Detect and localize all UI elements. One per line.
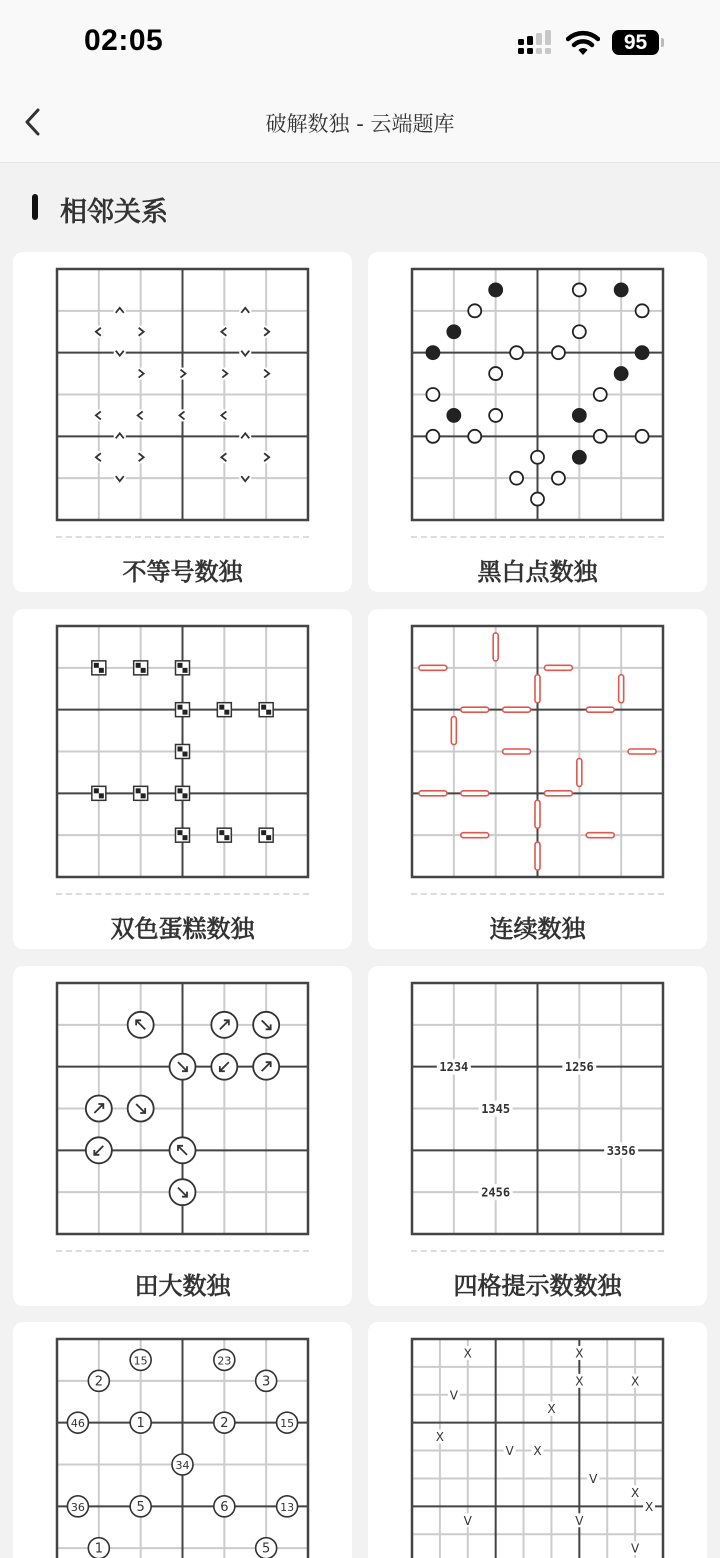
white-dot-icon bbox=[636, 430, 649, 443]
battery-icon bbox=[612, 30, 664, 55]
section-title: 相邻关系 bbox=[60, 197, 168, 228]
checker-cake-icon bbox=[259, 828, 273, 842]
arrow-se-icon bbox=[253, 1012, 279, 1038]
checker-cake-icon bbox=[134, 661, 148, 675]
arrow-sw-icon bbox=[211, 1054, 237, 1080]
puzzle-preview-xv bbox=[409, 1336, 666, 1558]
puzzle-title: 双色蛋糕数独 bbox=[110, 915, 255, 943]
puzzle-preview-sum-circle bbox=[54, 1336, 311, 1558]
puzzle-card-sum-circle[interactable] bbox=[13, 1322, 352, 1558]
puzzle-title: 连续数独 bbox=[489, 915, 586, 943]
circle-clue: 5 bbox=[262, 1541, 271, 1557]
puzzle-preview-kropki bbox=[409, 266, 666, 523]
v-clue: V bbox=[589, 1471, 598, 1486]
white-dot-icon bbox=[468, 430, 481, 443]
arrow-nw-icon bbox=[170, 1137, 196, 1163]
puzzle-card-checker-cake[interactable] bbox=[13, 609, 352, 949]
v-clue: V bbox=[505, 1444, 514, 1459]
battery-level: 95 bbox=[612, 30, 659, 55]
black-dot-icon bbox=[447, 409, 460, 422]
consecutive-bar-icon bbox=[535, 800, 540, 828]
quadruple-clue: 3356 bbox=[606, 1143, 636, 1158]
checker-cake-icon bbox=[176, 703, 190, 717]
checker-cake-icon bbox=[134, 786, 148, 800]
circle-clue: 1 bbox=[136, 1416, 145, 1432]
white-dot-icon bbox=[531, 451, 544, 464]
puzzle-card-inequality[interactable] bbox=[13, 252, 352, 592]
nav-bar bbox=[0, 84, 720, 163]
checker-cake-icon bbox=[217, 703, 231, 717]
puzzle-title: 田大数独 bbox=[134, 1272, 231, 1300]
consecutive-bar-icon bbox=[535, 842, 540, 870]
consecutive-bar-icon bbox=[461, 833, 489, 838]
circle-clue: 5 bbox=[136, 1499, 145, 1515]
puzzle-preview-inequality bbox=[54, 266, 311, 523]
arrow-se-icon bbox=[128, 1096, 154, 1122]
x-clue: X bbox=[575, 1374, 584, 1389]
checker-cake-icon bbox=[92, 661, 106, 675]
white-dot-icon bbox=[426, 388, 439, 401]
checker-cake-icon bbox=[176, 661, 190, 675]
arrow-ne-icon bbox=[86, 1096, 112, 1122]
consecutive-bar-icon bbox=[493, 633, 498, 661]
divider bbox=[411, 536, 664, 538]
arrow-ne-icon bbox=[211, 1012, 237, 1038]
consecutive-bar-icon bbox=[503, 707, 531, 712]
x-clue: X bbox=[575, 1346, 584, 1361]
black-dot-icon bbox=[573, 409, 586, 422]
circle-clue: 36 bbox=[70, 1500, 85, 1514]
circle-clue: 6 bbox=[220, 1499, 229, 1515]
consecutive-bar-icon bbox=[628, 749, 656, 754]
page-title: 破解数独 - 云端题库 bbox=[265, 112, 455, 136]
puzzle-title: 四格提示数数独 bbox=[453, 1272, 622, 1300]
white-dot-icon bbox=[594, 430, 607, 443]
puzzle-card-consecutive[interactable] bbox=[368, 609, 707, 949]
white-dot-icon bbox=[552, 472, 565, 485]
x-clue: X bbox=[630, 1485, 640, 1500]
x-clue: X bbox=[533, 1444, 542, 1459]
white-dot-icon bbox=[468, 304, 481, 317]
black-dot-icon bbox=[489, 283, 502, 296]
circle-clue: 15 bbox=[133, 1354, 148, 1368]
consecutive-bar-icon bbox=[586, 707, 614, 712]
consecutive-bar-icon bbox=[451, 717, 456, 745]
black-dot-icon bbox=[636, 346, 649, 359]
arrow-sw-icon bbox=[86, 1137, 112, 1163]
circle-clue: 2 bbox=[94, 1374, 103, 1390]
checker-cake-icon bbox=[176, 828, 190, 842]
checker-cake-icon bbox=[217, 828, 231, 842]
white-dot-icon bbox=[489, 367, 502, 380]
divider bbox=[411, 1250, 664, 1252]
consecutive-bar-icon bbox=[577, 758, 582, 786]
consecutive-bar-icon bbox=[619, 675, 624, 703]
v-clue: V bbox=[575, 1513, 584, 1528]
cellular-signal-icon bbox=[518, 30, 558, 56]
white-dot-icon bbox=[573, 283, 586, 296]
divider bbox=[411, 893, 664, 895]
consecutive-bar-icon bbox=[461, 707, 489, 712]
circle-clue: 23 bbox=[217, 1354, 232, 1368]
puzzle-preview-consecutive bbox=[409, 623, 666, 880]
white-dot-icon bbox=[573, 325, 586, 338]
divider bbox=[56, 893, 309, 895]
circle-clue: 1 bbox=[94, 1541, 103, 1557]
black-dot-icon bbox=[447, 325, 460, 338]
white-dot-icon bbox=[510, 346, 523, 359]
black-dot-icon bbox=[615, 367, 628, 380]
wifi-icon bbox=[566, 30, 600, 56]
consecutive-bar-icon bbox=[419, 665, 447, 670]
x-clue: X bbox=[644, 1499, 654, 1514]
white-dot-icon bbox=[426, 430, 439, 443]
x-clue: X bbox=[435, 1430, 445, 1445]
white-dot-icon bbox=[531, 493, 544, 506]
checker-cake-icon bbox=[176, 786, 190, 800]
status-bar bbox=[0, 0, 720, 84]
quadruple-clue: 1234 bbox=[439, 1060, 469, 1075]
circle-clue: 13 bbox=[280, 1500, 295, 1514]
white-dot-icon bbox=[552, 346, 565, 359]
divider bbox=[56, 1250, 309, 1252]
arrow-se-icon bbox=[170, 1054, 196, 1080]
quadruple-clue: 1256 bbox=[564, 1060, 594, 1075]
checker-cake-icon bbox=[259, 703, 273, 717]
consecutive-bar-icon bbox=[461, 791, 489, 796]
v-clue: V bbox=[463, 1513, 472, 1528]
v-clue: V bbox=[449, 1388, 458, 1403]
checker-cake-icon bbox=[176, 745, 190, 759]
v-clue: V bbox=[631, 1541, 640, 1556]
section-accent-bar bbox=[32, 194, 38, 220]
white-dot-icon bbox=[636, 304, 649, 317]
black-dot-icon bbox=[426, 346, 439, 359]
circle-clue: 2 bbox=[220, 1416, 229, 1432]
consecutive-bar-icon bbox=[419, 791, 447, 796]
consecutive-bar-icon bbox=[535, 675, 540, 703]
white-dot-icon bbox=[489, 409, 502, 422]
white-dot-icon bbox=[594, 388, 607, 401]
puzzle-card-arrow-circle[interactable] bbox=[13, 966, 352, 1306]
puzzle-preview-quadruple bbox=[409, 980, 666, 1237]
consecutive-bar-icon bbox=[544, 665, 572, 670]
puzzle-card-quadruple[interactable] bbox=[368, 966, 707, 1306]
consecutive-bar-icon bbox=[544, 791, 572, 796]
circle-clue: 46 bbox=[70, 1417, 85, 1431]
puzzle-preview-checker-cake bbox=[54, 623, 311, 880]
divider bbox=[56, 536, 309, 538]
circle-clue: 3 bbox=[262, 1374, 271, 1390]
puzzle-card-kropki[interactable] bbox=[368, 252, 707, 592]
checker-cake-icon bbox=[92, 786, 106, 800]
quadruple-clue: 2456 bbox=[481, 1185, 511, 1200]
black-dot-icon bbox=[573, 451, 586, 464]
puzzle-preview-arrow-circle bbox=[54, 980, 311, 1237]
x-clue: X bbox=[463, 1346, 472, 1361]
black-dot-icon bbox=[615, 283, 628, 296]
puzzle-title: 不等号数独 bbox=[122, 558, 243, 586]
white-dot-icon bbox=[510, 472, 523, 485]
arrow-ne-icon bbox=[253, 1054, 279, 1080]
puzzle-title: 黑白点数独 bbox=[477, 558, 598, 586]
circle-clue: 15 bbox=[280, 1417, 295, 1431]
battery-tip bbox=[661, 38, 664, 47]
puzzle-card-xv[interactable] bbox=[368, 1322, 707, 1558]
x-clue: X bbox=[630, 1374, 640, 1389]
arrow-se-icon bbox=[170, 1179, 196, 1205]
circle-clue: 34 bbox=[175, 1459, 190, 1472]
consecutive-bar-icon bbox=[503, 749, 531, 754]
status-time: 02:05 bbox=[84, 24, 164, 57]
quadruple-clue: 1345 bbox=[481, 1102, 511, 1116]
arrow-nw-icon bbox=[128, 1012, 154, 1038]
consecutive-bar-icon bbox=[586, 833, 614, 838]
x-clue: X bbox=[547, 1402, 556, 1417]
